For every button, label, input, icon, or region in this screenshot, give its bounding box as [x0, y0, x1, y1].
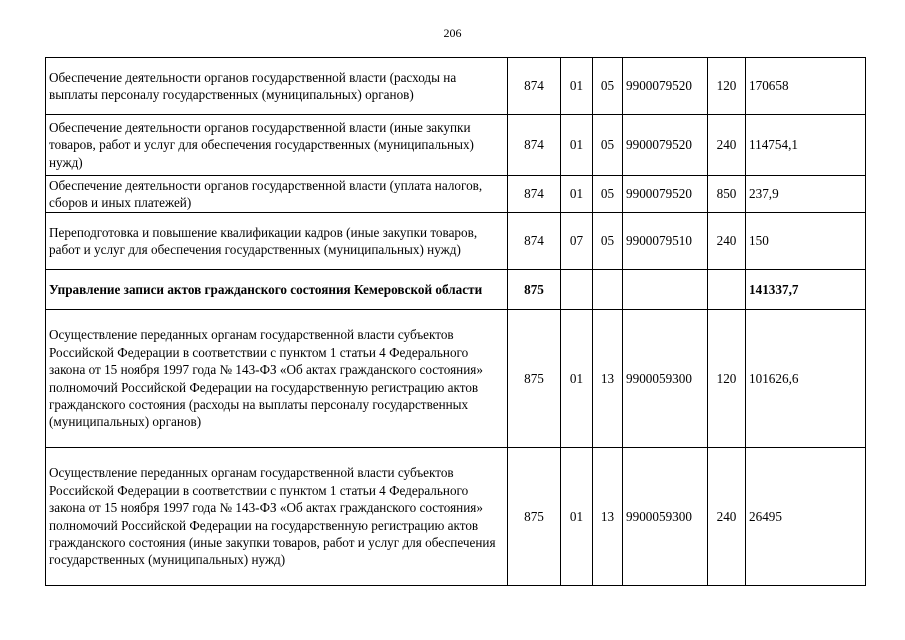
row-name: Осуществление переданных органам государственной власти субъектов Российской Федерации в соответствии с пунктом 1 статьи 4 Федерального закона от 15 ноября 1997 года № 143-ФЗ «Об актах гражданского состояния» полномочий Российской Федерации на государственную регистрацию актов гражданского состояния (расходы на выплаты персоналу государственных (муниципальных) органов) [46, 310, 508, 448]
row-pr [593, 270, 623, 310]
row-vr: 120 [708, 58, 746, 115]
row-csr: 9900079520 [623, 176, 708, 213]
row-sum: 114754,1 [746, 115, 866, 176]
row-ved: 874 [508, 115, 561, 176]
row-vr: 240 [708, 115, 746, 176]
row-sum: 237,9 [746, 176, 866, 213]
row-rz: 01 [561, 176, 593, 213]
row-name: Осуществление переданных органам государственной власти субъектов Российской Федерации в соответствии с пунктом 1 статьи 4 Федерального закона от 15 ноября 1997 года № 143-ФЗ «Об актах гражданского состояния» полномочий Российской Федерации на государственную регистрацию актов гражданского состояния (иные закупки товаров, работ и услуг для обеспечения государственных (муниципальных) нужд) [46, 448, 508, 586]
row-rz [561, 270, 593, 310]
row-name: Обеспечение деятельности органов государственной власти (иные закупки товаров, работ и услуг для обеспечения государственных (муниципальных) нужд) [46, 115, 508, 176]
row-name: Переподготовка и повышение квалификации кадров (иные закупки товаров, работ и услуг для обеспечения государственных (муниципальных) нужд) [46, 213, 508, 270]
row-ved: 874 [508, 176, 561, 213]
row-pr: 13 [593, 448, 623, 586]
row-name: Обеспечение деятельности органов государственной власти (расходы на выплаты персоналу государственных (муниципальных) органов) [46, 58, 508, 115]
row-rz: 01 [561, 448, 593, 586]
table-row [46, 58, 866, 115]
row-name: Управление записи актов гражданского состояния Кемеровской области [46, 270, 508, 310]
row-pr: 05 [593, 58, 623, 115]
row-rz: 01 [561, 310, 593, 448]
row-pr: 05 [593, 176, 623, 213]
row-pr: 13 [593, 310, 623, 448]
row-ved: 874 [508, 213, 561, 270]
row-ved: 874 [508, 58, 561, 115]
row-ved: 875 [508, 448, 561, 586]
budget-table [45, 57, 866, 586]
row-sum: 101626,6 [746, 310, 866, 448]
row-sum: 150 [746, 213, 866, 270]
row-csr: 9900079520 [623, 58, 708, 115]
table-row [46, 115, 866, 176]
table-row [46, 213, 866, 270]
row-vr: 120 [708, 310, 746, 448]
row-sum: 170658 [746, 58, 866, 115]
table-row [46, 448, 866, 586]
row-rz: 07 [561, 213, 593, 270]
row-csr [623, 270, 708, 310]
row-csr: 9900079520 [623, 115, 708, 176]
row-name: Обеспечение деятельности органов государственной власти (уплата налогов, сборов и иных платежей) [46, 176, 508, 213]
row-sum: 141337,7 [746, 270, 866, 310]
row-vr [708, 270, 746, 310]
row-ved: 875 [508, 270, 561, 310]
row-csr: 9900059300 [623, 448, 708, 586]
row-csr: 9900079510 [623, 213, 708, 270]
row-pr: 05 [593, 213, 623, 270]
row-vr: 850 [708, 176, 746, 213]
row-vr: 240 [708, 448, 746, 586]
row-ved: 875 [508, 310, 561, 448]
table-row [46, 310, 866, 448]
row-csr: 9900059300 [623, 310, 708, 448]
page-number: 206 [443, 26, 462, 40]
row-sum: 26495 [746, 448, 866, 586]
table-row [46, 176, 866, 213]
row-pr: 05 [593, 115, 623, 176]
row-vr: 240 [708, 213, 746, 270]
row-rz: 01 [561, 58, 593, 115]
table-row-section-header [46, 270, 866, 310]
row-rz: 01 [561, 115, 593, 176]
